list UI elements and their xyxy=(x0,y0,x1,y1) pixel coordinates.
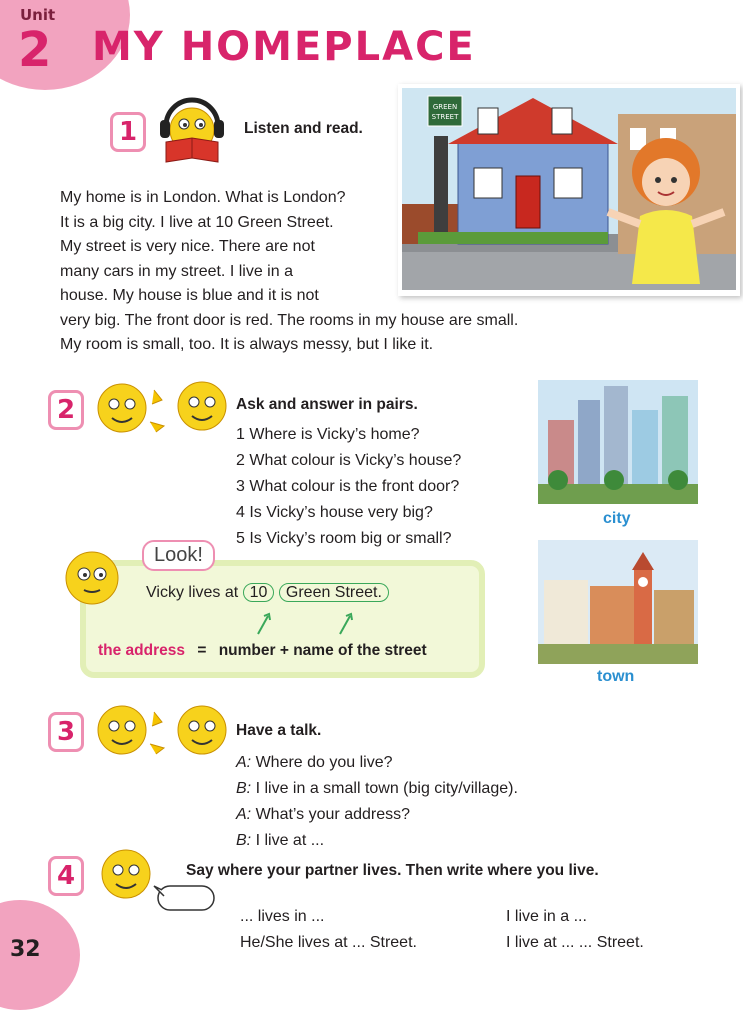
exercise-4-left-column xyxy=(240,904,417,956)
look-sentence-start: Vicky lives at xyxy=(146,584,239,601)
page-title: MY HOMEPLACE xyxy=(92,24,476,70)
exercise-4-right-column xyxy=(506,904,644,956)
text-line: many cars in my street. I live in a xyxy=(60,262,293,280)
dialogue-text: I live in a small town (big city/village). xyxy=(251,780,518,797)
dialogue-line xyxy=(236,828,518,854)
exercise-3-instruction: Have a talk. xyxy=(236,722,322,739)
speaker-a: A: xyxy=(236,754,252,771)
speaking-smiley-icon xyxy=(92,846,220,916)
question-item: 4 Is Vicky’s house very big? xyxy=(236,504,433,521)
prompt-line: I live in a ... xyxy=(506,908,587,925)
street-sign-line1: GREEN xyxy=(432,103,458,111)
speaker-b: B: xyxy=(236,832,252,849)
exercise-3-badge: 3 xyxy=(48,712,84,752)
exercise-2-badge: 2 xyxy=(48,390,84,430)
formula-text: number + name of the street xyxy=(218,642,427,659)
text-line: house. My house is blue and it is not xyxy=(60,287,319,304)
text-line: It is a big city. I live at 10 Green Street. xyxy=(60,213,334,231)
text-line: My street is very nice. There are not xyxy=(60,238,315,255)
talk-smileys-icon xyxy=(92,700,232,760)
city-caption: city xyxy=(603,510,631,527)
question-item: 2 What colour is Vicky’s house? xyxy=(236,452,462,469)
page-number: 32 xyxy=(10,937,41,962)
dialogue xyxy=(236,750,518,854)
prompt-line: He/She lives at ... Street. xyxy=(240,934,417,951)
dialogue-text: I live at ... xyxy=(251,832,325,849)
exercise-2-questions xyxy=(236,422,461,552)
exercise-2-instruction: Ask and answer in pairs. xyxy=(236,396,418,413)
dialogue-line xyxy=(236,776,518,802)
exercise-1-instruction: Listen and read. xyxy=(244,120,363,137)
text-line: very big. The front door is red. The rooms in my house are small. xyxy=(60,311,519,329)
text-line: My home is in London. What is London? xyxy=(60,189,346,206)
exercise-1-text xyxy=(60,186,660,358)
address-label: the address xyxy=(98,642,186,659)
question-item: 5 Is Vicky’s room big or small? xyxy=(236,530,452,547)
city-picture xyxy=(538,380,698,504)
question-item: 1 Where is Vicky’s home? xyxy=(236,426,420,443)
pointer-arrows xyxy=(252,612,372,636)
dialogue-line xyxy=(236,802,518,828)
prompt-line: ... lives in ... xyxy=(240,908,325,925)
question-item: 3 What colour is the front door? xyxy=(236,478,460,495)
equals-sign: = xyxy=(197,642,207,659)
town-caption: town xyxy=(597,668,635,685)
dialogue-text: What’s your address? xyxy=(251,806,411,823)
speaker-b: B: xyxy=(236,780,252,797)
look-number: 10 xyxy=(243,583,275,602)
headphones-smiley-icon xyxy=(152,92,232,166)
thinking-smiley-icon xyxy=(58,546,136,610)
pair-smileys-icon xyxy=(92,378,232,438)
text-line: My room is small, too. It is always messy, but I like it. xyxy=(60,336,434,353)
prompt-line: I live at ... ... Street. xyxy=(506,934,644,951)
street-sign-line2: STREET xyxy=(431,113,459,121)
dialogue-text: Where do you live? xyxy=(251,754,393,771)
dialogue-line xyxy=(236,750,518,776)
exercise-1-badge: 1 xyxy=(110,112,146,152)
address-formula xyxy=(98,642,427,660)
speaker-a: A: xyxy=(236,806,252,823)
unit-label: Unit xyxy=(20,6,56,24)
exercise-4-badge: 4 xyxy=(48,856,84,896)
look-street: Green Street. xyxy=(279,583,389,602)
look-label: Look! xyxy=(142,540,215,571)
look-sentence xyxy=(146,584,389,602)
exercise-4-instruction: Say where your partner lives. Then write where you live. xyxy=(186,862,599,879)
unit-number: 2 xyxy=(18,22,52,78)
town-picture xyxy=(538,540,698,664)
